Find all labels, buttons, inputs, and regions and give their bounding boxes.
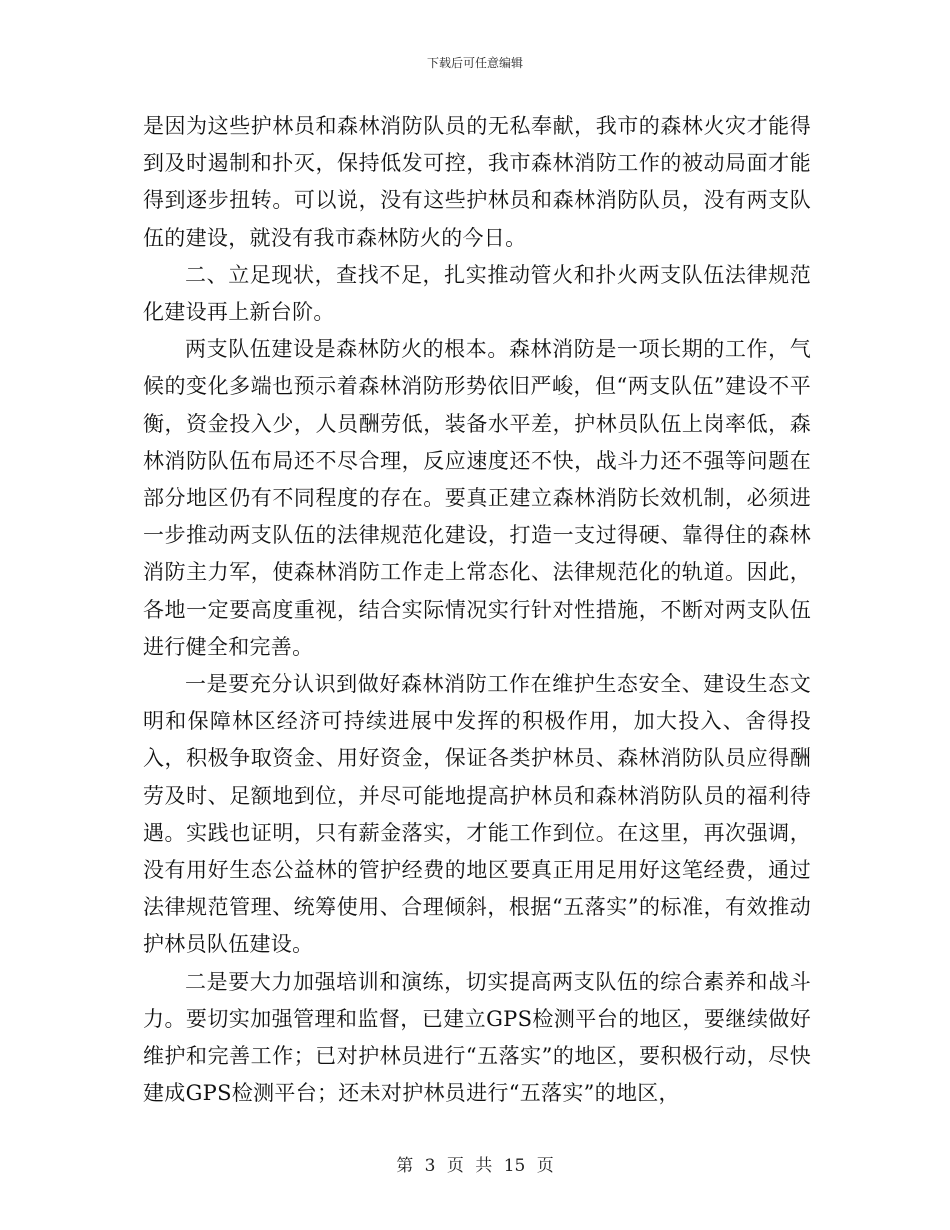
paragraph-5: 二是要大力加强培训和演练，切实提高两支队伍的综合素养和战斗力。要切实加强管理和监督，已建立GPS检测平台的地区，要继续做好维护和完善工作；已对护林员进行“五落实”的地区，要积极行动，尽快建成GPS检测平台；还未对护林员进行“五落实”的地区， xyxy=(143,969,811,1106)
paragraph-4: 一是要充分认识到做好森林消防工作在维护生态安全、建设生态文明和保障林区经济可持续进展中发挥的积极作用，加大投入、舍得投入，积极争取资金、用好资金，保证各类护林员、森林消防队员应得酬劳及时、足额地到位，并尽可能地提高护林员和森林消防队员的福利待遇。实践也证明，只有薪金落实，才能工作到位。在这里，再次强调，没有用好生态公益林的管护经费的地区要真正用足用好这笔经费，通过法律规范管理、统筹使用、合理倾斜，根据“五落实”的标准，有效推动护林员队伍建设。 xyxy=(143,672,811,957)
paragraph-3: 两支队伍建设是森林防火的根本。森林消防是一项长期的工作，气候的变化多端也预示着森林消防形势依旧严峻，但“两支队伍”建设不平衡，资金投入少，人员酬劳低，装备水平差，护林员队伍上岗率低，森林消防队伍布局还不尽合理，反应速度还不快，战斗力还不强等问题在部分地区仍有不同程度的存在。要真正建立森林消防长效机制，必须进一步推动两支队伍的法律规范化建设，打造一支过得硬、靠得住的森林消防主力军，使森林消防工作走上常态化、法律规范化的轨道。因此，各地一定要高度重视，结合实际情况实行针对性措施，不断对两支队伍进行健全和完善。 xyxy=(143,337,811,659)
page-footer: 第 3 页 共 15 页 xyxy=(396,1156,554,1176)
page-header: 下载后可任意编辑 xyxy=(426,56,523,70)
document-body xyxy=(143,108,811,1112)
paragraph-1: 是因为这些护林员和森林消防队员的无私奉献，我市的森林火灾才能得到及时遏制和扑灭，保持低发可控，我市森林消防工作的被动局面才能得到逐步扭转。可以说，没有这些护林员和森林消防队员，没有两支队伍的建设，就没有我市森林防火的今日。 xyxy=(143,114,811,250)
paragraph-2-section-heading: 二、立足现状，查找不足，扎实推动管火和扑火两支队伍法律规范化建设再上新台阶。 xyxy=(143,262,811,325)
